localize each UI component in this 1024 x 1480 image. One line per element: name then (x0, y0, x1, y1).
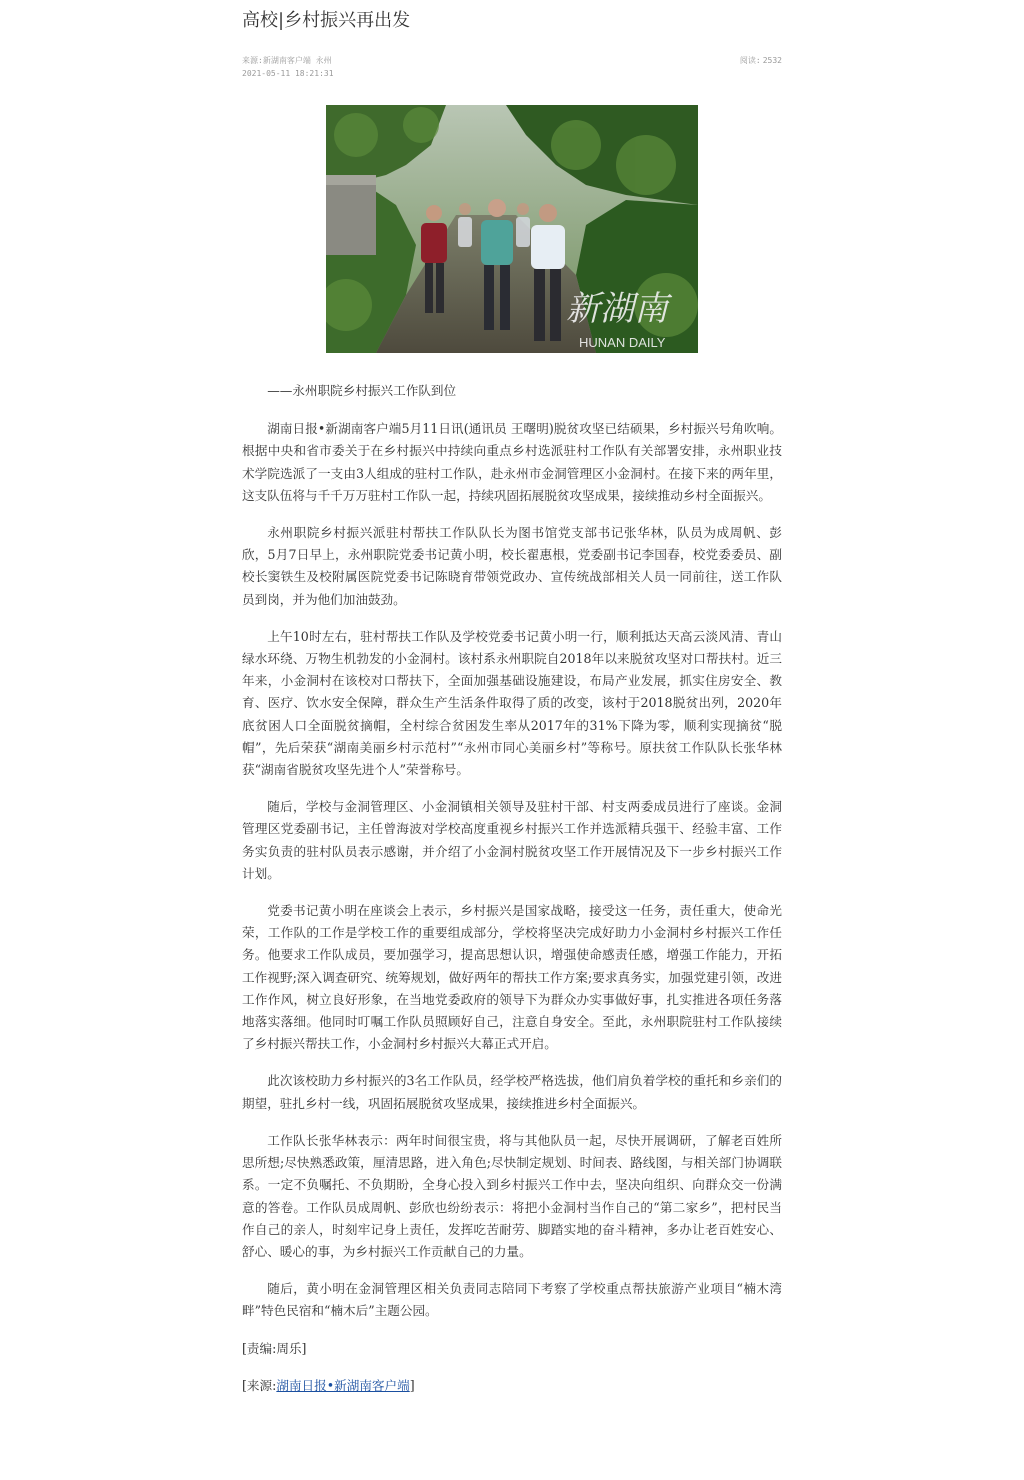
source-suffix: ] (409, 1377, 415, 1393)
article-paragraph: 随后，学校与金洞管理区、小金洞镇相关领导及驻村干部、村支两委成员进行了座谈。金洞管理区党委副书记，主任曾海波对学校高度重视乡村振兴工作并选派精兵强干、经验丰富、工作务实负责的驻村队员表示感谢，并介绍了小金洞村脱贫攻坚工作开展情况及下一步乡村振兴工作计划。 (242, 799, 782, 881)
article-paragraph: 随后，黄小明在金洞管理区相关负责同志陪同下考察了学校重点帮扶旅游产业项目“楠木湾畔”特色民宿和“楠木后”主题公园。 (242, 1281, 782, 1319)
article-source: 来源:新湖南客户端 永州 (242, 56, 332, 65)
article-meta (242, 54, 782, 84)
view-count-label: 阅读: (739, 56, 761, 65)
article-photo (326, 105, 698, 353)
editor-credit: [责编:周乐] (242, 1340, 307, 1356)
photo-watermark-cn: 新湖南 (566, 289, 668, 329)
article-paragraph: 工作队长张华林表示：两年时间很宝贵，将与其他队员一起，尽快开展调研，了解老百姓所思所想;尽快熟悉政策，厘清思路，进入角色;尽快制定规划、时间表、路线图，与相关部门协调联系。一定不负嘱托、不负期盼，全身心投入到乡村振兴工作中去，坚决向组织、向群众交一份满意的答卷。工作队员成周帆、彭欣也纷纷表示：将把小金洞村当作自己的“第二家乡”，把村民当作自己的亲人，时刻牢记身上责任，发挥吃苦耐劳、脚踏实地的奋斗精神，多办让老百姓安心、舒心、暖心的事，为乡村振兴工作贡献自己的力量。 (242, 1132, 782, 1259)
photo-watermark-en: HUNAN DAILY (579, 335, 666, 350)
article-body (242, 380, 782, 1397)
source-prefix: [来源: (242, 1377, 277, 1393)
view-count (740, 54, 782, 67)
article-subtitle: ——永州职院乡村振兴工作队到位 (267, 383, 457, 398)
article-title: 高校|乡村振兴再出发 (242, 10, 411, 31)
article-paragraph: 湖南日报•新湖南客户端5月11日讯(通讯员 王曙明)脱贫攻坚已结硕果，乡村振兴号角吹响。根据中央和省市委关于在乡村振兴中持续向重点乡村选派驻村工作队有关部署安排，永州职业技术学院选派了一支由3人组成的驻村工作队，赴永州市金洞管理区小金洞村。在接下来的两年里，这支队伍将与千千万万驻村工作队一起，持续巩固拓展脱贫攻坚成果，接续推动乡村全面振兴。 (242, 421, 782, 503)
article-source-footer (242, 1375, 782, 1397)
article-paragraph: 此次该校助力乡村振兴的3名工作队员，经学校严格选拔，他们肩负着学校的重托和乡亲们的期望，驻扎乡村一线，巩固拓展脱贫攻坚成果，接续推进乡村全面振兴。 (242, 1073, 782, 1111)
article-datetime: 2021-05-11 18:21:31 (242, 69, 334, 78)
article (242, 0, 782, 1393)
article-paragraph: 永州职院乡村振兴派驻村帮扶工作队队长为图书馆党支部书记张华林，队员为成周帆、彭欣，5月7日早上，永州职院党委书记黄小明，校长翟惠根，党委副书记李国春，校党委委员、副校长窦铁生及校附属医院党委书记陈晓育带领党政办、宣传统战部相关人员一同前往，送工作队员到岗，并为他们加油鼓劲。 (242, 525, 782, 607)
article-paragraph: 上午10时左右，驻村帮扶工作队及学校党委书记黄小明一行，顺利抵达天高云淡风清、青山绿水环绕、万物生机勃发的小金洞村。该村系永州职院自2018年以来脱贫攻坚对口帮扶村。近三年来，小金洞村在该校对口帮扶下，全面加强基础设施建设，布局产业发展，抓实住房安全、教育、医疗、饮水安全保障，群众生产生活条件取得了质的改变，该村于2018脱贫出列，2020年底贫困人口全面脱贫摘帽，全村综合贫困发生率从2017年的31%下降为零，顺利实现摘贫“脱帽”，先后荣获“湖南美丽乡村示范村”“永州市同心美丽乡村”等称号。原扶贫工作队队长张华林获“湖南省脱贫攻坚先进个人”荣誉称号。 (242, 628, 782, 778)
source-link[interactable]: 湖南日报•新湖南客户端 (276, 1377, 410, 1393)
article-paragraph: 党委书记黄小明在座谈会上表示，乡村振兴是国家战略，接受这一任务，责任重大，使命光荣，工作队的工作是学校工作的重要组成部分，学校将坚决完成好助力小金洞村乡村振兴工作任务。他要求工作队成员，要加强学习，提高思想认识，增强使命感责任感，增强工作能力，开拓工作视野;深入调查研究、统筹规划，做好两年的帮扶工作方案;要求真务实，加强党建引领，改进工作作风，树立良好形象，在当地党委政府的领导下为群众办实事做好事，扎实推进各项任务落地落实落细。他同时叮嘱工作队员照顾好自己，注意自身安全。至此，永州职院驻村工作队接续了乡村振兴帮扶工作，小金洞村乡村振兴大幕正式开启。 (242, 903, 782, 1052)
view-count-value: 2532 (762, 56, 782, 65)
